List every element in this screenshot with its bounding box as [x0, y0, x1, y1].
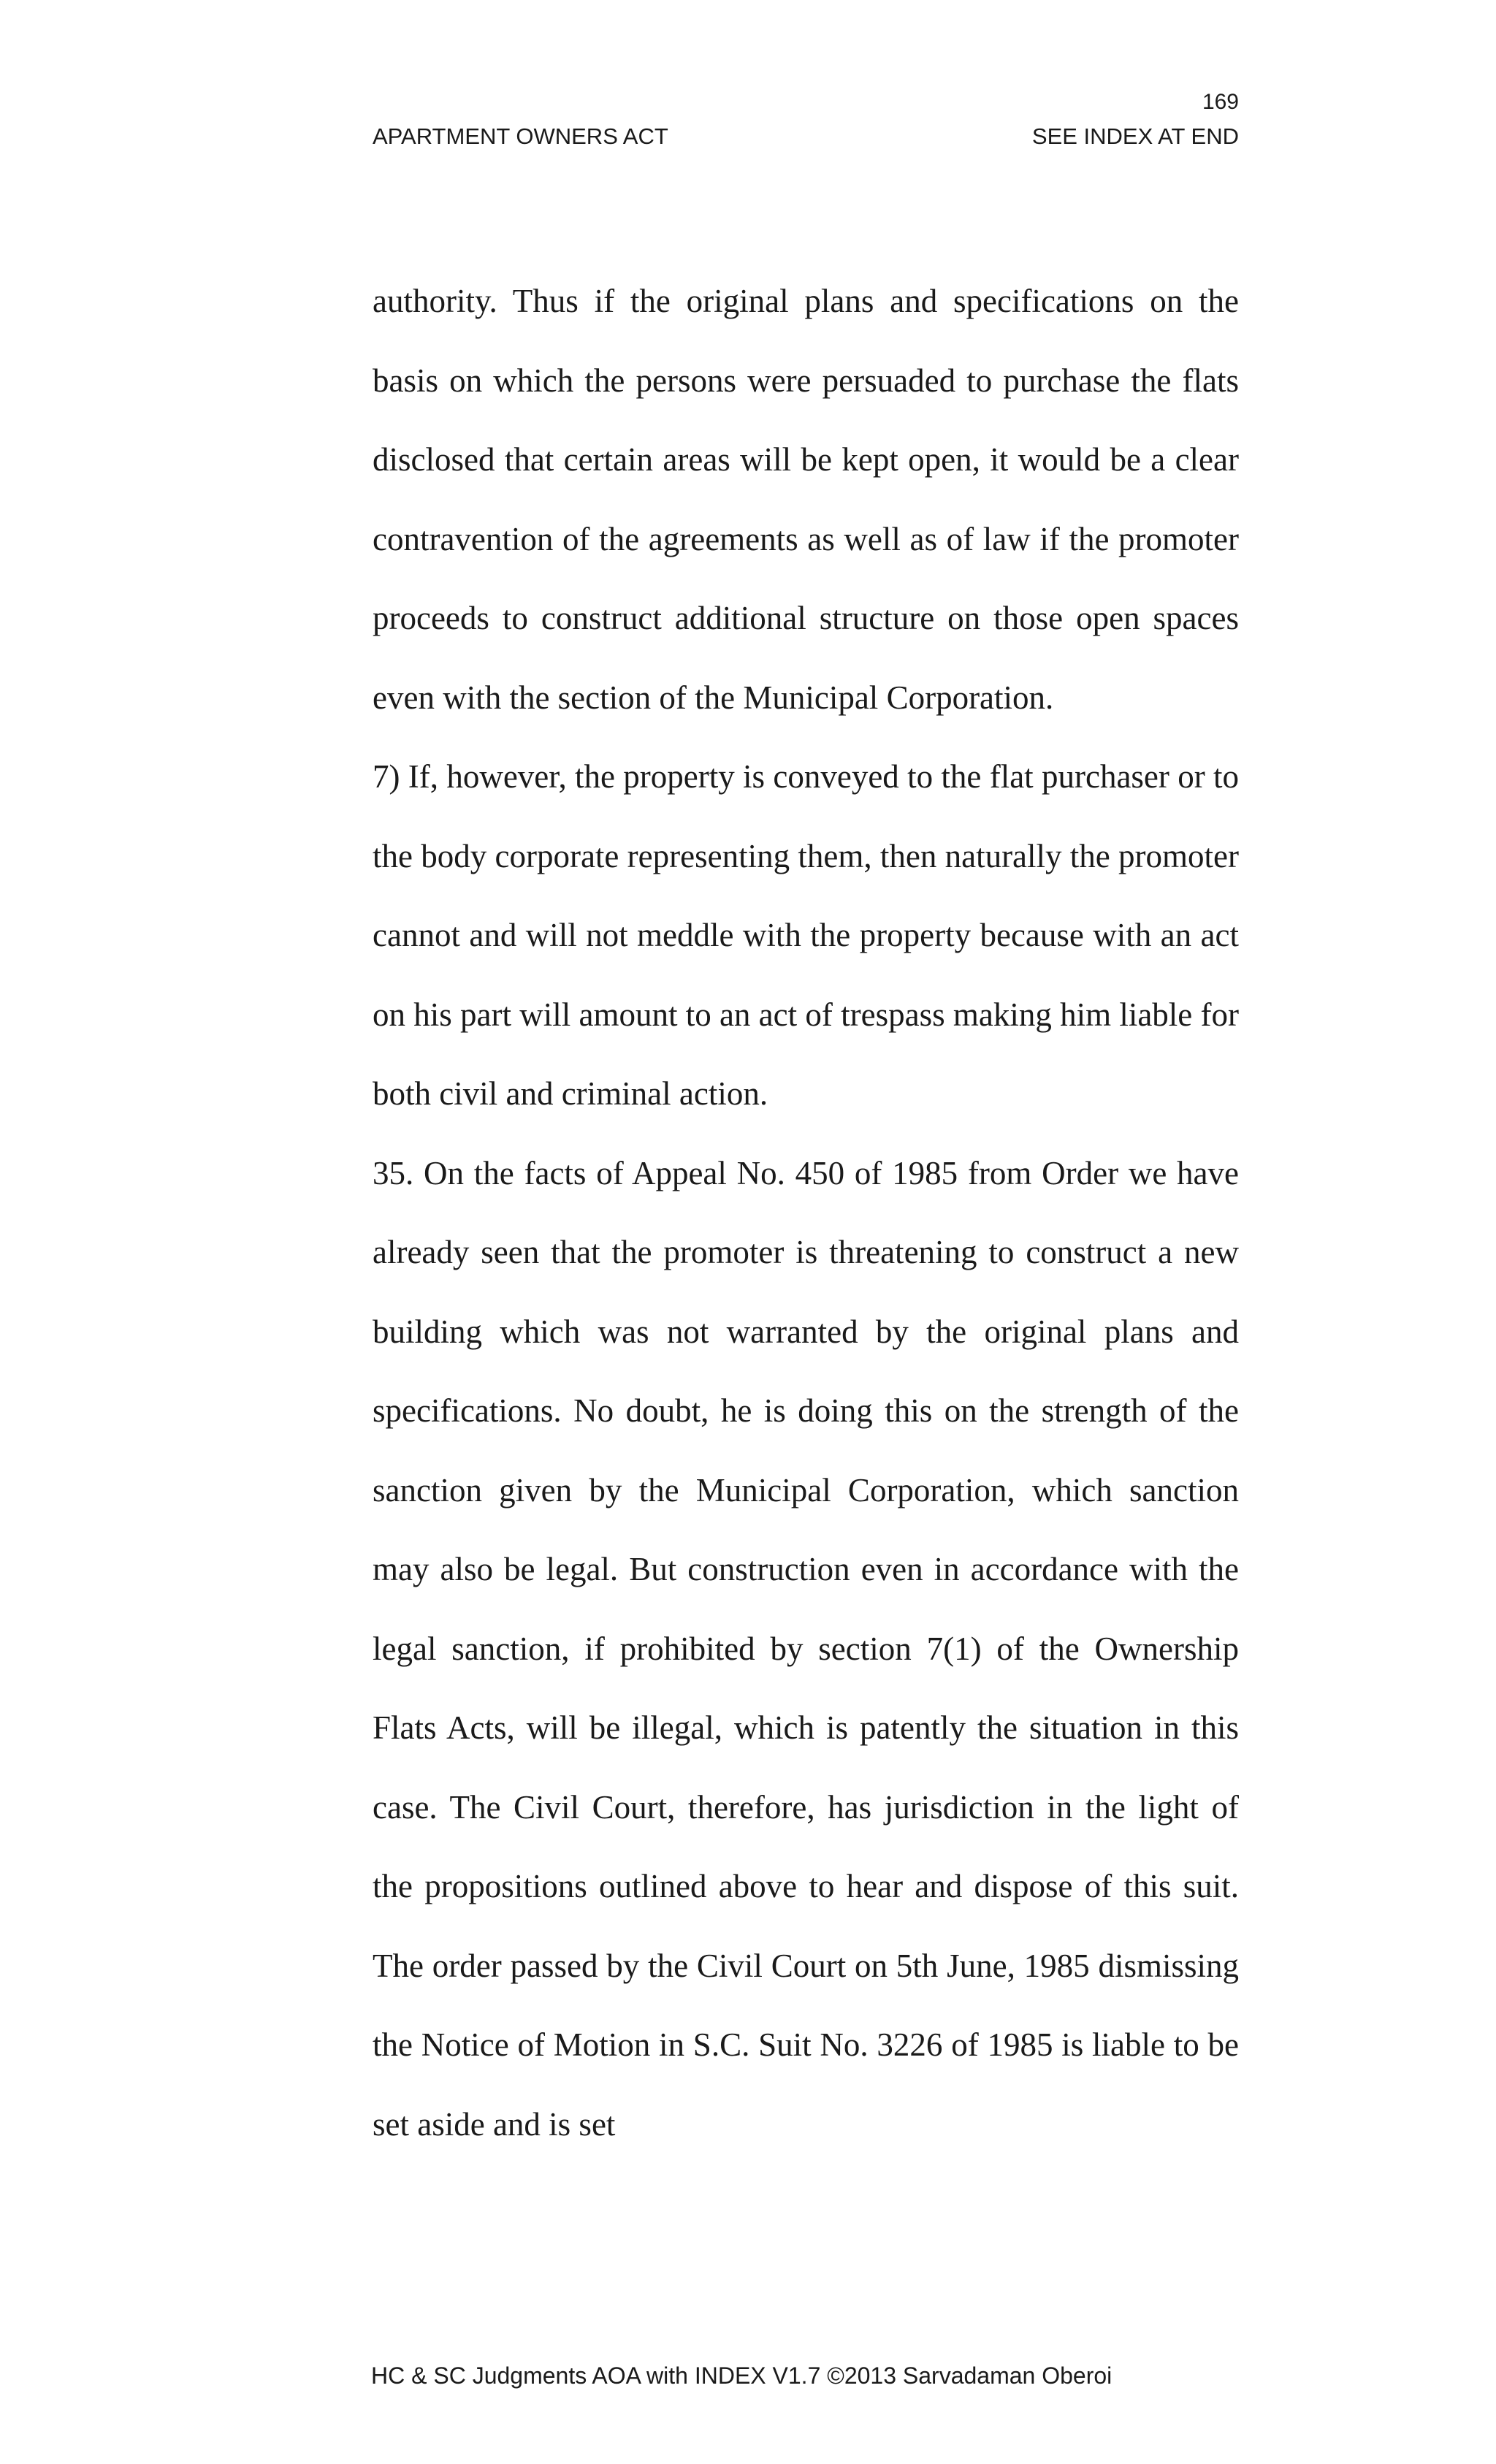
body-text — [373, 262, 1239, 2164]
header-title-right: SEE INDEX AT END — [1031, 123, 1239, 149]
paragraph: 35. On the facts of Appeal No. 450 of 1985 from Order we have already seen that the promoter is threatening to construct a new building which was not warranted by the original plans and specifications. No doubt, he is doing this on the strength of the sanction given by the Municipal Corporation, which sanction may also be legal. But construction even in accordance with the legal sanction, if prohibited by section 7(1) of the Ownership Flats Acts, will be illegal, which is patently the situation in this case. The Civil Court, therefore, has jurisdiction in the light of the propositions outlined above to hear and dispose of this suit. The order passed by the Civil Court on 5th June, 1985 dismissing the Notice of Motion in S.C. Suit No. 3226 of 1985 is liable to be set aside and is set — [373, 1154, 1239, 2143]
page-number: 169 — [1202, 90, 1239, 114]
paragraph: 7) If, however, the property is conveyed to the flat purchaser or to the body corporate representing them, then naturally the promoter cannot and will not meddle with the property because with an act on his part will amount to an act of trespass making him liable for both civil and criminal action. — [373, 758, 1239, 1112]
running-header — [373, 123, 1239, 150]
header-title-left: APARTMENT OWNERS ACT — [373, 123, 668, 149]
page-footer: HC & SC Judgments AOA with INDEX V1.7 ©2013 Sarvadaman Oberoi — [371, 2362, 1113, 2389]
paragraph: authority. Thus if the original plans and specifications on the basis on which the persons were persuaded to purchase the flats disclosed that certain areas will be kept open, it would be a clear contravention of the agreements as well as of law if the promoter proceeds to construct additional structure on those open spaces even with the section of the Municipal Corporation. — [373, 283, 1239, 716]
